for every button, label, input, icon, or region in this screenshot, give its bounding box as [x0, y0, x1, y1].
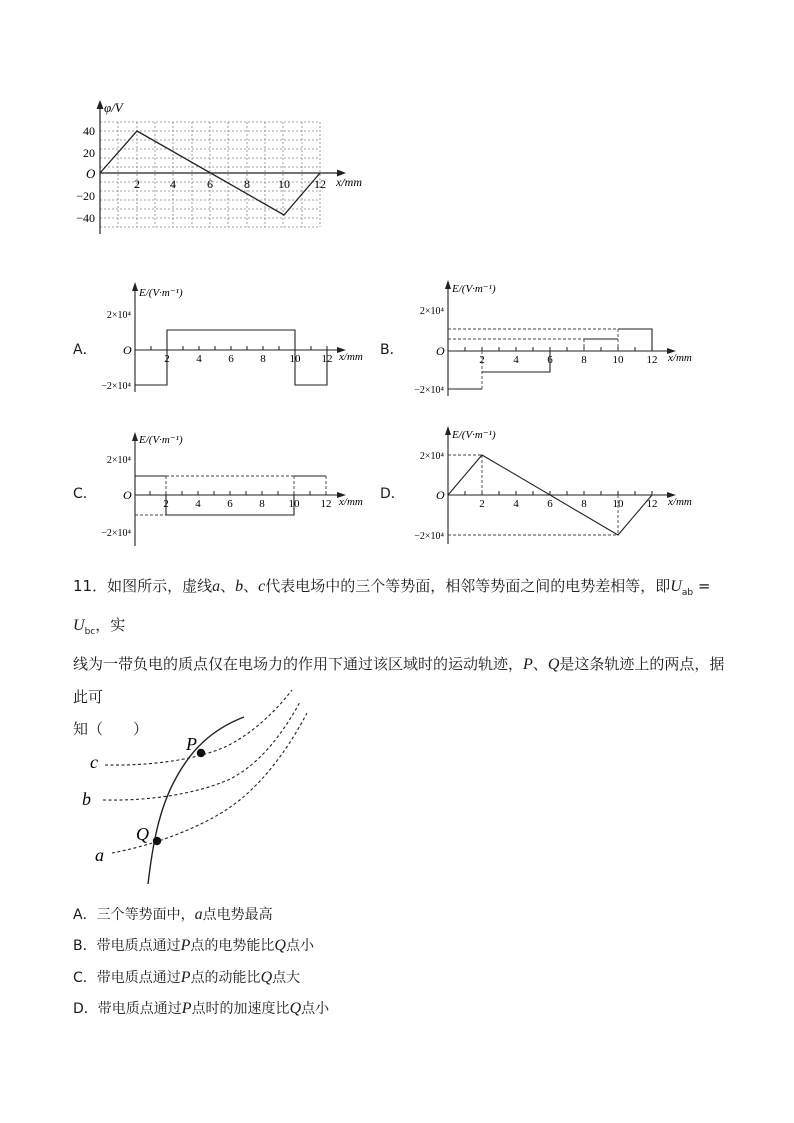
- potential-y-tick: −20: [76, 189, 95, 203]
- potential-y-tick: 40: [83, 124, 95, 138]
- option-a-xtick: 6: [228, 353, 234, 365]
- option-d-xtick: 2: [479, 498, 485, 510]
- option-c-xtick: 6: [227, 498, 233, 510]
- equipotential-figure: [0, 680, 794, 890]
- option-d-xlabel: x/mm: [668, 496, 692, 508]
- potential-x-tick: 4: [170, 177, 176, 191]
- potential-y-tick: 20: [83, 146, 95, 160]
- option-b-xtick: 6: [547, 354, 553, 366]
- q11-text: ，实: [95, 616, 126, 634]
- q11-sep: 、: [220, 577, 236, 595]
- option-a-letter: A．: [73, 342, 97, 358]
- option-a-origin: O: [123, 343, 132, 357]
- option-a-xtick: 10: [289, 353, 301, 365]
- q11-sep: 、: [243, 577, 259, 595]
- potential-x-tick: 12: [314, 177, 326, 191]
- question-11-line-1: [73, 570, 733, 648]
- option-b-letter: B．: [380, 342, 404, 358]
- option-a-ymax: 2×10⁴: [106, 310, 131, 321]
- option-c-xlabel: x/mm: [339, 496, 363, 508]
- question-11-line-3: 知（ ）: [73, 720, 149, 738]
- option-c-ylabel: E/(V·m⁻¹): [139, 434, 183, 446]
- label-q: Q: [136, 824, 149, 844]
- option-d-xtick: 10: [612, 498, 624, 510]
- potential-x-tick: 10: [278, 177, 290, 191]
- option-b-origin: O: [436, 344, 445, 358]
- option-b-xtick: 12: [646, 354, 658, 366]
- q11-var-b: b: [235, 578, 244, 595]
- option-c-xtick: 4: [195, 498, 201, 510]
- option-c-xtick: 2: [163, 498, 169, 510]
- option-a-xtick: 2: [164, 353, 170, 365]
- option-d-xtick: 4: [513, 498, 519, 510]
- option-b-graph: [408, 272, 708, 402]
- label-b: b: [82, 789, 91, 809]
- option-a-ylabel: E/(V·m⁻¹): [139, 287, 183, 299]
- q11-var-a: a: [212, 578, 221, 595]
- option-d-letter: D．: [380, 486, 405, 502]
- option-b-xtick: 10: [612, 354, 624, 366]
- option-d-origin: O: [436, 488, 445, 502]
- label-c: c: [90, 752, 98, 772]
- option-d-ymin: −2×10⁴: [414, 531, 444, 542]
- option-a-xtick: 4: [196, 353, 202, 365]
- option-c-graph: [95, 418, 365, 550]
- option-d-xtick: 12: [646, 498, 658, 510]
- option-d-xtick: 8: [581, 498, 587, 510]
- option-c-origin: O: [123, 488, 132, 502]
- potential-y-label: φ/V: [104, 100, 123, 115]
- option-b-ymin: −2×10⁴: [414, 385, 444, 396]
- potential-x-label: x/mm: [336, 175, 362, 189]
- answer-b[interactable]: B．带电质点通过P点的电势能比Q点小: [73, 937, 314, 954]
- option-d-graph: [408, 418, 708, 550]
- potential-y-tick: −40: [76, 211, 95, 225]
- option-b-ylabel: E/(V·m⁻¹): [452, 283, 496, 295]
- potential-x-tick: 6: [207, 177, 213, 191]
- option-c-ymax: 2×10⁴: [106, 455, 131, 466]
- answer-a[interactable]: A．三个等势面中，a点电势最高: [73, 906, 273, 923]
- label-p: P: [186, 734, 197, 754]
- potential-origin: O: [86, 166, 96, 181]
- potential-graph: [0, 0, 794, 250]
- potential-x-tick: 8: [244, 177, 250, 191]
- potential-y-arrow: [97, 100, 104, 109]
- option-c-ymin: −2×10⁴: [101, 528, 131, 539]
- option-b-xlabel: x/mm: [668, 352, 692, 364]
- option-b-xtick: 8: [581, 354, 587, 366]
- q11-var-c: c: [258, 578, 266, 595]
- option-b-xtick: 4: [513, 354, 519, 366]
- question-11-line-2: 线为一带负电的质点仅在电场力的作用下通过该区域时的运动轨迹，P、Q是这条轨迹上的两点，据此可: [73, 655, 725, 706]
- option-c-letter: C．: [73, 486, 97, 502]
- option-a-xtick: 8: [260, 353, 266, 365]
- q11-equation: $U_{ab} = U_{bc}$: [73, 577, 711, 637]
- option-a-ymin: −2×10⁴: [101, 381, 131, 392]
- potential-x-tick: 2: [134, 177, 140, 191]
- point-p: [197, 749, 205, 757]
- option-a-xlabel: x/mm: [339, 351, 363, 363]
- option-b-ymax: 2×10⁴: [419, 306, 444, 317]
- point-q: [153, 837, 161, 845]
- option-d-xtick: 6: [547, 498, 553, 510]
- q11-text: 如图所示，虚线: [107, 577, 213, 595]
- option-c-xtick: 12: [320, 498, 332, 510]
- option-c-xtick: 8: [259, 498, 265, 510]
- answer-d[interactable]: D．带电质点通过P点时的加速度比Q点小: [73, 1000, 330, 1017]
- option-a-xtick: 12: [321, 353, 333, 365]
- option-c-xtick: 10: [288, 498, 300, 510]
- label-a: a: [95, 845, 104, 865]
- option-b-xtick: 2: [479, 354, 485, 366]
- answer-c[interactable]: C．带电质点通过P点的动能比Q点大: [73, 969, 301, 986]
- option-a-graph: [95, 272, 365, 397]
- option-d-ymax: 2×10⁴: [419, 451, 444, 462]
- question-number: 11．: [73, 577, 108, 595]
- option-d-ylabel: E/(V·m⁻¹): [452, 429, 496, 441]
- q11-text: 代表电场中的三个等势面，相邻等势面之间的电势差相等，即: [265, 577, 671, 595]
